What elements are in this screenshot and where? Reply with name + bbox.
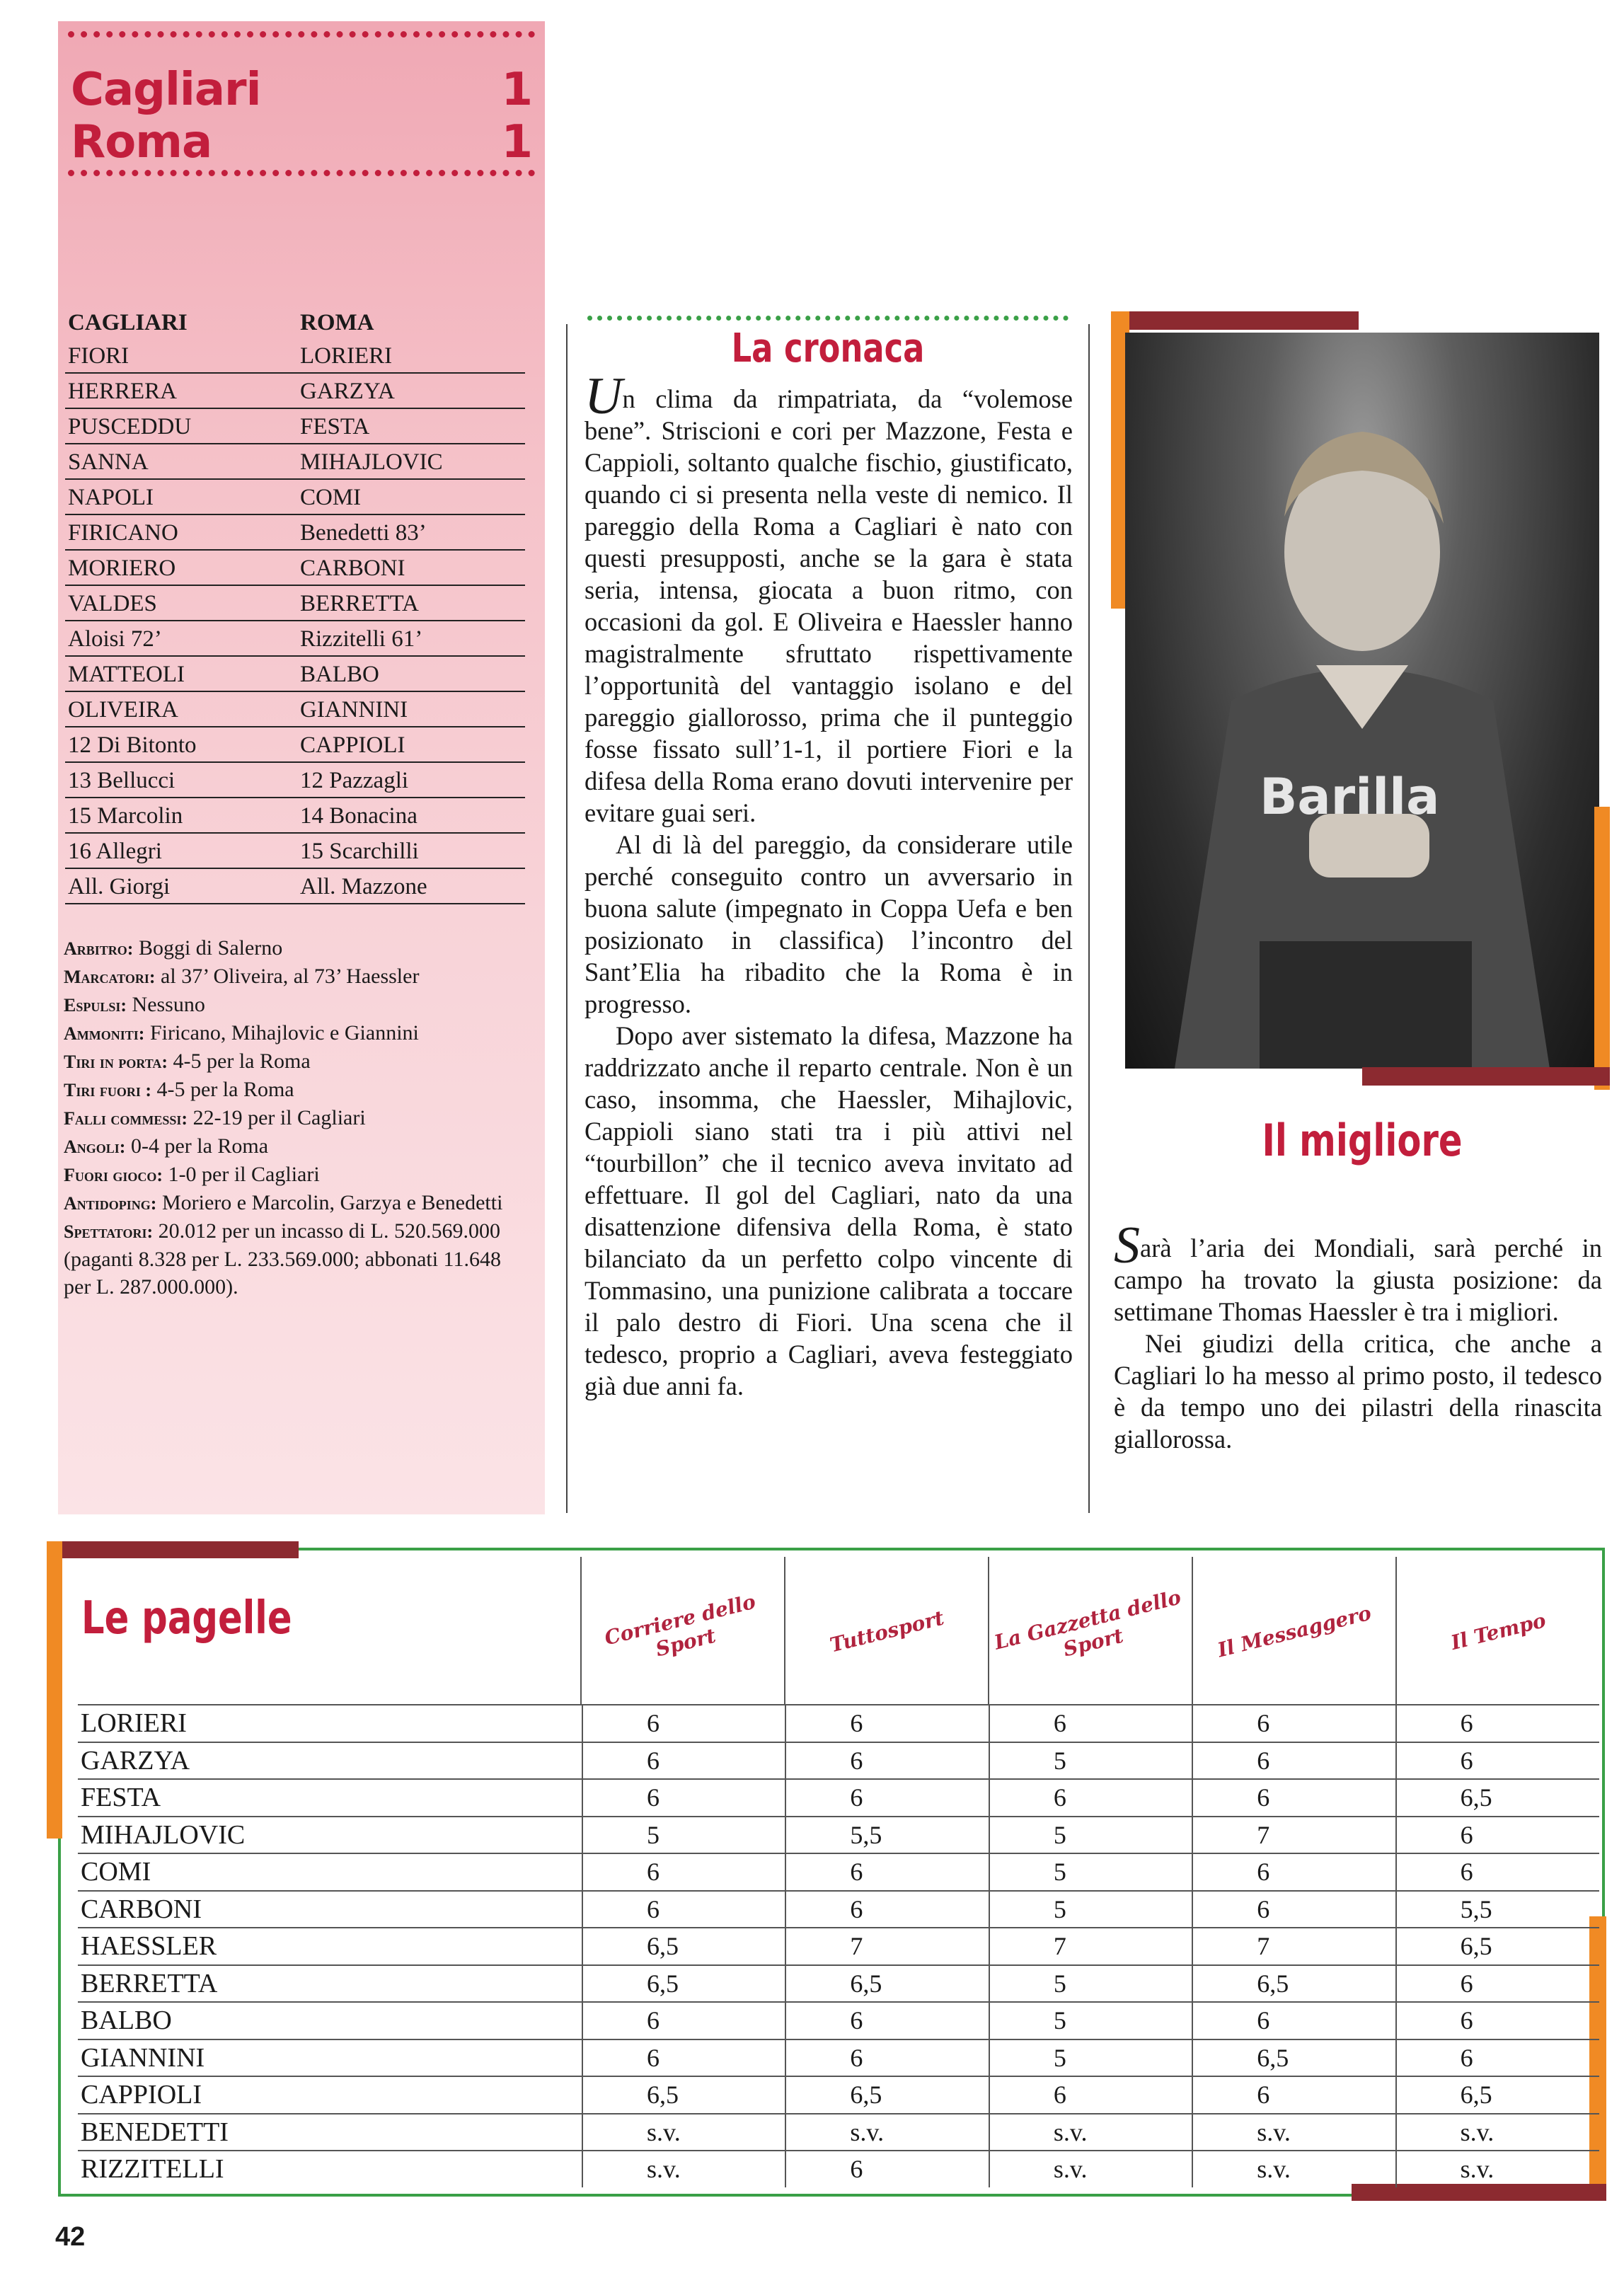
rating-score: 6 <box>582 1891 785 1928</box>
away-player: MIHAJLOVIC <box>297 444 525 479</box>
rating-score: 7 <box>1192 1928 1395 1965</box>
rating-row <box>78 1779 1599 1817</box>
rating-player: GIANNINI <box>78 2039 582 2077</box>
rating-score: 6,5 <box>1396 1779 1599 1817</box>
rating-score: 6,5 <box>1396 2076 1599 2114</box>
rating-score: 5 <box>989 1853 1192 1891</box>
lineup-row <box>65 656 525 691</box>
away-player: FESTA <box>297 408 525 444</box>
rating-score: 6 <box>1192 1705 1395 1742</box>
lineup-row <box>65 479 525 514</box>
migliore-article <box>1114 1216 1602 1455</box>
home-player: PUSCEDDU <box>65 408 297 444</box>
match-stat <box>64 1217 517 1301</box>
match-stat-label: Marcatori: <box>64 967 156 987</box>
rating-score: 7 <box>785 1928 989 1965</box>
rating-player: FESTA <box>78 1779 582 1817</box>
rating-score: 6 <box>582 2039 785 2077</box>
away-player: BERRETTA <box>297 585 525 621</box>
home-player: NAPOLI <box>65 479 297 514</box>
cronaca-dotted-rule <box>587 316 1069 321</box>
cronaca-paragraph-1 <box>584 367 1073 829</box>
match-stat-value: Moriero e Marcolin, Garzya e Benedetti <box>161 1191 503 1214</box>
match-stat <box>64 1019 517 1047</box>
rating-score: 6 <box>1192 1779 1395 1817</box>
match-stat <box>64 991 517 1019</box>
rating-row <box>78 1965 1599 2003</box>
match-stat <box>64 934 517 962</box>
rating-score: 6 <box>785 2002 989 2039</box>
lineup-row <box>65 408 525 444</box>
away-team-row <box>71 116 532 168</box>
rating-score: s.v. <box>1396 2114 1599 2151</box>
rating-score: 6,5 <box>582 1965 785 2003</box>
match-stat-label: Falli commessi: <box>64 1108 188 1129</box>
match-stat-label: Tiri in porta: <box>64 1052 168 1072</box>
rating-score: 6,5 <box>582 1928 785 1965</box>
rating-score: 5,5 <box>1396 1891 1599 1928</box>
rating-score: s.v. <box>1396 2151 1599 2187</box>
home-player: FIRICANO <box>65 514 297 550</box>
rating-score: s.v. <box>1192 2114 1395 2151</box>
rating-player: CAPPIOLI <box>78 2076 582 2114</box>
match-stats <box>64 934 517 1301</box>
away-player: All. Mazzone <box>297 868 525 904</box>
rating-score: 7 <box>1192 1817 1395 1854</box>
home-player: SANNA <box>65 444 297 479</box>
rating-score: 6 <box>785 1779 989 1817</box>
match-stat <box>64 1104 517 1132</box>
home-team-header: CAGLIARI <box>68 309 188 335</box>
home-player: 15 Marcolin <box>65 798 297 833</box>
rating-score: 6,5 <box>1192 2039 1395 2077</box>
rating-player: GARZYA <box>78 1742 582 1780</box>
rating-score: 6 <box>1192 2076 1395 2114</box>
match-stat-value: 0-4 per la Roma <box>130 1134 269 1158</box>
lineup-row <box>65 833 525 868</box>
away-team-name: Roma <box>71 116 212 168</box>
pagelle-bar-top-maroon <box>47 1541 299 1558</box>
match-stat-value: Nessuno <box>132 993 205 1016</box>
rating-player: MIHAJLOVIC <box>78 1817 582 1854</box>
rating-score: 6 <box>989 1705 1192 1742</box>
rating-score: 6,5 <box>582 2076 785 2114</box>
rating-player: COMI <box>78 1853 582 1891</box>
rating-score: 5 <box>989 2002 1192 2039</box>
rating-player: HAESSLER <box>78 1928 582 1965</box>
rating-score: 5 <box>989 1965 1192 2003</box>
pagelle-title: Le pagelle <box>81 1592 292 1645</box>
newspaper-tuttosport: Tuttosport <box>784 1557 988 1705</box>
rating-row <box>78 2076 1599 2114</box>
home-player: 13 Bellucci <box>65 762 297 798</box>
rating-score: 6 <box>582 1742 785 1780</box>
match-stat-value: al 37’ Oliveira, al 73’ Haessler <box>161 965 420 988</box>
rating-score: 6,5 <box>785 1965 989 2003</box>
rating-score: 6 <box>1396 2002 1599 2039</box>
photo-bar-top-maroon <box>1111 311 1359 330</box>
lineup-row <box>65 585 525 621</box>
ratings-rows <box>78 1705 1599 2187</box>
newspaper-il-tempo: Il Tempo <box>1395 1557 1599 1705</box>
shirt-sponsor: Barilla <box>1260 768 1440 826</box>
rating-player: CARBONI <box>78 1891 582 1928</box>
rating-row <box>78 2114 1599 2151</box>
cronaca-paragraph-1-text: n clima da rimpatriata, da “volemose bene”. Striscioni e cori per Mazzone, Festa e Cappioli, soltanto qualche fischio, giustificato, quando ci si presenta nella veste di nemico. Il pareggio della Roma a Cagliari è nato con questi presupposti, anche se la gara è stata seria, intensa, giocata a buon ritmo, con occasioni da gol. E Oliveira e Haessler hanno magistralmente sfruttato rispettivamente l’opportunità del vantaggio isolano e del pareggio giallorosso, prima che il punteggio fosse fissato sull’1-1, il portiere Fiori e la difesa della Roma erano dovuti intervenire per evitare guai seri. <box>584 384 1073 827</box>
photo-bar-bottom-maroon <box>1362 1067 1610 1086</box>
cronaca-article <box>584 367 1073 1402</box>
home-player: VALDES <box>65 585 297 621</box>
match-stat-value: 4-5 per la Roma <box>173 1049 311 1073</box>
lineup-rows <box>65 338 525 904</box>
home-team-score: 1 <box>501 64 532 116</box>
ratings-table <box>78 1704 1599 2187</box>
rating-score: 6 <box>1396 1965 1599 2003</box>
migliore-dropcap: S <box>1114 1216 1140 1275</box>
rating-score: 5 <box>989 1742 1192 1780</box>
rating-score: 6 <box>1396 1742 1599 1780</box>
rating-score: 6 <box>785 1891 989 1928</box>
home-player: HERRERA <box>65 373 297 408</box>
rating-score: s.v. <box>582 2151 785 2187</box>
rating-score: s.v. <box>989 2114 1192 2151</box>
newspaper-gazzetta-dello-sport: La Gazzetta dello Sport <box>988 1557 1192 1705</box>
rating-score: s.v. <box>989 2151 1192 2187</box>
page-number: 42 <box>55 2222 86 2252</box>
rating-score: 6 <box>1192 1853 1395 1891</box>
lineup-table <box>65 304 525 904</box>
rating-score: 6 <box>785 2151 989 2187</box>
home-team-row <box>71 64 532 116</box>
rating-score: 6 <box>582 1853 785 1891</box>
match-stat-label: Fuori gioco: <box>64 1165 163 1185</box>
rating-score: 6 <box>582 1705 785 1742</box>
rating-row <box>78 1853 1599 1891</box>
rating-score: 6 <box>785 1705 989 1742</box>
match-stat-label: Ammoniti: <box>64 1023 145 1044</box>
rating-score: 5 <box>582 1817 785 1854</box>
lineup-row <box>65 338 525 373</box>
away-team-header: ROMA <box>300 309 374 335</box>
home-player: MORIERO <box>65 550 297 585</box>
away-player: 15 Scarchilli <box>297 833 525 868</box>
rating-score: 6 <box>1396 1817 1599 1854</box>
lineup-row <box>65 444 525 479</box>
lineup-row <box>65 373 525 408</box>
rating-score: 6 <box>785 2039 989 2077</box>
pagelle-bar-left-orange <box>47 1541 62 1839</box>
match-stat <box>64 1076 517 1104</box>
rating-row <box>78 2151 1599 2187</box>
rating-row <box>78 1817 1599 1854</box>
home-player: All. Giorgi <box>65 868 297 904</box>
away-player: LORIERI <box>297 338 525 373</box>
rating-score: 6 <box>1396 1853 1599 1891</box>
away-team-score: 1 <box>501 116 532 168</box>
rating-score: 6 <box>1396 1705 1599 1742</box>
away-player: BALBO <box>297 656 525 691</box>
away-player: Benedetti 83’ <box>297 514 525 550</box>
match-stat-value: Firicano, Mihajlovic e Giannini <box>149 1021 419 1045</box>
away-player: 12 Pazzagli <box>297 762 525 798</box>
match-stat-value: 20.012 per un incasso di L. 520.569.000 (paganti 8.328 per L. 233.569.000; abbonati 11.648 per L. 287.000.000). <box>64 1219 501 1299</box>
lineup-row <box>65 550 525 585</box>
rating-score: 6 <box>785 1742 989 1780</box>
away-player: COMI <box>297 479 525 514</box>
newspaper-corriere-dello-sport: Corriere dello Sport <box>580 1557 784 1705</box>
home-player: MATTEOLI <box>65 656 297 691</box>
match-stat-label: Angoli: <box>64 1137 126 1157</box>
score-title <box>71 64 532 168</box>
rating-score: 5,5 <box>785 1817 989 1854</box>
rating-score: 6 <box>785 1853 989 1891</box>
photo-bar-right-orange <box>1594 807 1610 1090</box>
match-sheet-panel <box>58 21 545 1514</box>
lineup-row <box>65 621 525 656</box>
rating-score: 6,5 <box>1192 1965 1395 2003</box>
title-dotted-rule-top <box>68 31 535 38</box>
cronaca-title: La cronaca <box>731 326 925 372</box>
match-stat <box>64 1189 517 1217</box>
home-player: 16 Allegri <box>65 833 297 868</box>
rating-player: BERRETTA <box>78 1965 582 2003</box>
away-player: GIANNINI <box>297 691 525 727</box>
rating-row <box>78 1891 1599 1928</box>
rating-row <box>78 1928 1599 1965</box>
match-stat-label: Arbitro: <box>64 938 134 959</box>
rating-score: s.v. <box>1192 2151 1395 2187</box>
lineup-row <box>65 868 525 904</box>
migliore-title: Il migliore <box>1262 1115 1463 1166</box>
rating-score: 6 <box>582 1779 785 1817</box>
newspaper-header <box>580 1557 1599 1705</box>
lineup-row <box>65 691 525 727</box>
rating-player: RIZZITELLI <box>78 2151 582 2187</box>
home-player: Aloisi 72’ <box>65 621 297 656</box>
cronaca-paragraph-3: Dopo aver sistemato la difesa, Mazzone ha raddrizzato anche il reparto centrale. Non è un caso, insomma, che Haessler, Mihajlovic, Cappioli siano stati tra i più attivi nel “tourbillon” che il tecnico aveva invitato ad effettuare. Il gol del Cagliari, nato da una disattenzione difensiva della Roma, è stato bilanciato da un perfetto colpo vincente di Tommasino, una punizione calibrata a toccare il palo destro di Fiori. Una scena che il tedesco, proprio a Cagliari, aveva festeggiato già due anni fa. <box>584 1021 1073 1400</box>
match-stat-value: 1-0 per il Cagliari <box>168 1163 320 1186</box>
migliore-paragraph-2: Nei giudizi della critica, che anche a Cagliari lo ha messo al primo posto, il tedesco è da tempo uno dei pilastri della rinascita giallorossa. <box>1114 1329 1602 1454</box>
rating-row <box>78 2002 1599 2039</box>
rating-score: 7 <box>989 1928 1192 1965</box>
rating-player: BENEDETTI <box>78 2114 582 2151</box>
match-stat-label: Spettatori: <box>64 1221 154 1242</box>
rating-score: 6,5 <box>1396 1928 1599 1965</box>
lineup-row <box>65 514 525 550</box>
rating-score: 6 <box>582 2002 785 2039</box>
rating-score: 6 <box>1192 1891 1395 1928</box>
rating-score: 6 <box>989 2076 1192 2114</box>
match-stat-label: Antidoping: <box>64 1193 157 1214</box>
home-player: FIORI <box>65 338 297 373</box>
home-player: 12 Di Bitonto <box>65 727 297 762</box>
match-stat-label: Tiri fuori : <box>64 1080 152 1100</box>
rating-score: 6 <box>1396 2039 1599 2077</box>
match-stat-label: Espulsi: <box>64 995 127 1015</box>
match-stat-value: 22-19 per il Cagliari <box>192 1106 366 1129</box>
rating-player: BALBO <box>78 2002 582 2039</box>
lineup-row <box>65 798 525 833</box>
match-stat <box>64 1161 517 1189</box>
away-player: Rizzitelli 61’ <box>297 621 525 656</box>
player-photo <box>1125 333 1599 1069</box>
match-stat <box>64 1132 517 1161</box>
migliore-paragraph-1-text: arà l’aria dei Mondiali, sarà perché in campo ha trovato la giusta posizione: da settimane Thomas Haessler è tra i migliori. <box>1114 1233 1602 1326</box>
rating-score: 5 <box>989 2039 1192 2077</box>
rating-score: 6 <box>989 1779 1192 1817</box>
rating-score: s.v. <box>582 2114 785 2151</box>
home-team-name: Cagliari <box>71 64 261 116</box>
player-photo-block <box>1111 311 1610 1090</box>
away-player: CAPPIOLI <box>297 727 525 762</box>
rating-row <box>78 1705 1599 1742</box>
rating-score: s.v. <box>785 2114 989 2151</box>
title-dotted-rule-bottom <box>68 170 535 176</box>
rating-player: LORIERI <box>78 1705 582 1742</box>
migliore-paragraph-1 <box>1114 1216 1602 1328</box>
rating-row <box>78 1742 1599 1780</box>
player-photo-illustration <box>1125 333 1599 1069</box>
cronaca-paragraph-2: Al di là del pareggio, da considerare utile perché conseguito contro un avversario in buona salute (impegnato in Coppa Uefa e ben posizionato in classifica) l’incontro del Sant’Elia ha ribadito che la Roma è in progresso. <box>584 830 1073 1018</box>
rating-score: 6,5 <box>785 2076 989 2114</box>
away-player: CARBONI <box>297 550 525 585</box>
rating-score: 5 <box>989 1891 1192 1928</box>
rating-row <box>78 2039 1599 2077</box>
away-player: GARZYA <box>297 373 525 408</box>
match-stat-value: Boggi di Salerno <box>138 936 283 960</box>
rating-score: 5 <box>989 1817 1192 1854</box>
match-stat <box>64 962 517 991</box>
newspaper-il-messaggero: Il Messaggero <box>1192 1557 1395 1705</box>
cronaca-dropcap: U <box>584 367 623 425</box>
rating-score: 6 <box>1192 1742 1395 1780</box>
match-stat-value: 4-5 per la Roma <box>156 1078 294 1101</box>
lineup-row <box>65 762 525 798</box>
match-stat <box>64 1047 517 1076</box>
away-player: 14 Bonacina <box>297 798 525 833</box>
home-player: OLIVEIRA <box>65 691 297 727</box>
lineup-row <box>65 727 525 762</box>
rating-score: 6 <box>1192 2002 1395 2039</box>
lineup-header <box>65 304 525 338</box>
